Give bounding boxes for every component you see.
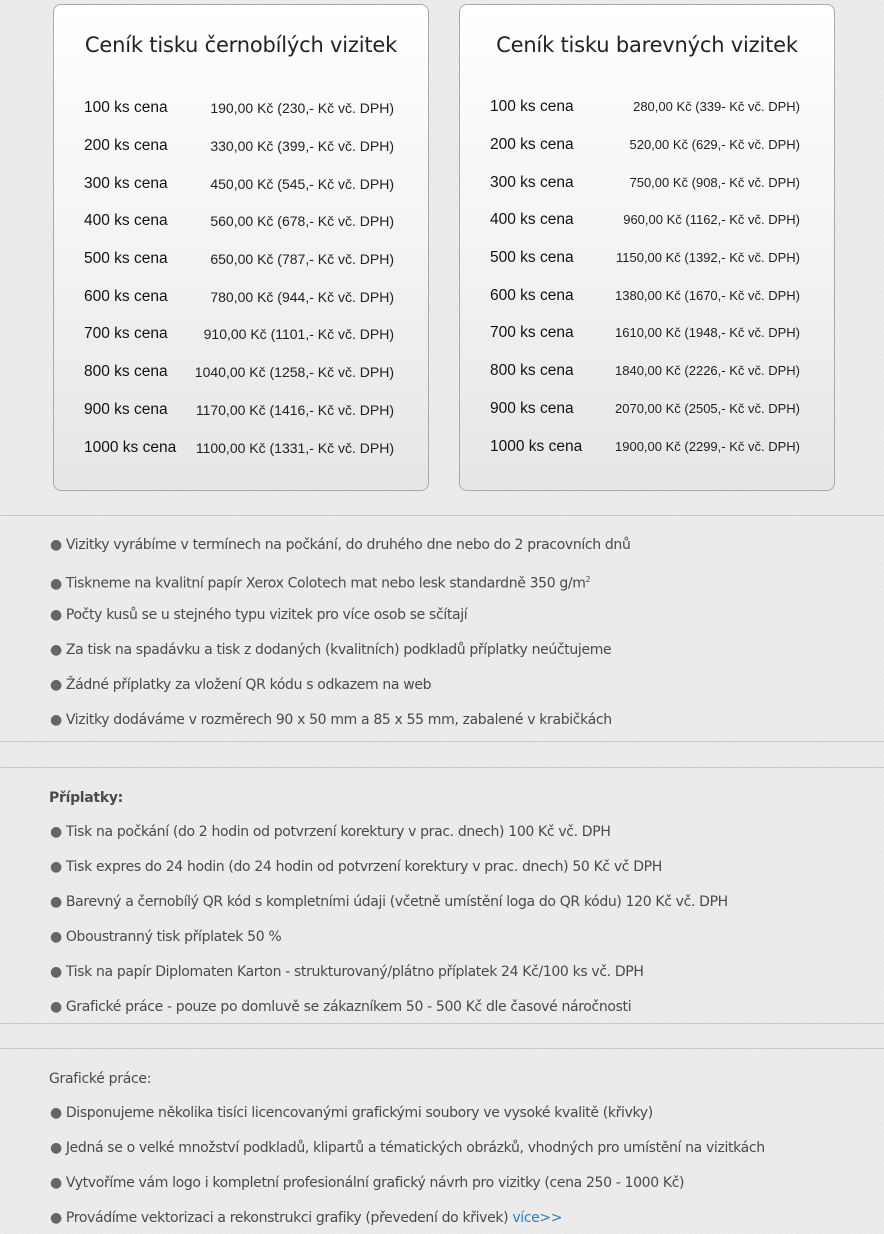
more-link[interactable]: více>> — [512, 1210, 563, 1226]
graphics-item-text: Vytvoříme vám logo i kompletní profesionální grafický návrh pro vizitky (cena 250 - 1000 Kč) — [65, 1175, 685, 1191]
price-amount: 1170,00 Kč (1416,- Kč vč. DPH) — [195, 402, 394, 418]
section-divider — [0, 1048, 884, 1049]
section-divider — [0, 515, 884, 516]
info-item-text: Vizitky dodáváme v rozměrech 90 x 50 mm a 85 x 55 mm, zabalené v krabičkách — [65, 712, 612, 728]
bullet-icon: ● — [50, 575, 62, 592]
surcharge-item — [50, 857, 662, 877]
bullet-icon: ● — [50, 894, 62, 910]
graphics-item — [50, 1138, 765, 1158]
bw-price-box — [53, 4, 429, 491]
info-item-text: Za tisk na spadávku a tisk z dodaných (kvalitních) podkladů příplatky neúčtujeme — [65, 642, 612, 658]
price-amount: 1610,00 Kč (1948,- Kč vč. DPH) — [615, 325, 800, 340]
graphics-heading: Grafické práce: — [49, 1071, 152, 1087]
price-qty: 300 ks cena — [490, 174, 574, 191]
price-amount: 650,00 Kč (787,- Kč vč. DPH) — [210, 251, 394, 267]
bullet-icon: ● — [50, 607, 62, 623]
section-divider — [0, 1023, 884, 1024]
price-row — [84, 134, 394, 158]
price-row — [84, 96, 394, 120]
surcharge-item-text: Tisk na počkání (do 2 hodin od potvrzení korektury v prac. dnech) 100 Kč vč. DPH — [65, 824, 611, 840]
price-row — [490, 435, 800, 459]
price-row — [490, 208, 800, 232]
graphics-item-text: Jedná se o velké množství podkladů, klipartů a tématických obrázků, vhodných pro umístění na vizitkách — [65, 1140, 765, 1156]
price-row — [490, 359, 800, 383]
price-qty: 700 ks cena — [490, 324, 574, 341]
bullet-icon: ● — [50, 1105, 62, 1121]
color-price-box — [459, 4, 835, 491]
section-divider — [0, 741, 884, 742]
surcharge-item-text: Oboustranný tisk příplatek 50 % — [65, 929, 282, 945]
price-row — [84, 247, 394, 271]
price-row — [84, 436, 394, 460]
bullet-icon: ● — [50, 677, 62, 693]
bullet-icon: ● — [50, 1175, 62, 1191]
price-qty: 300 ks cena — [84, 175, 168, 192]
surcharge-item-text: Tisk na papír Diplomaten Karton - strukturovaný/plátno příplatek 24 Kč/100 ks vč. DPH — [65, 964, 644, 980]
price-qty: 600 ks cena — [84, 288, 168, 305]
bullet-icon: ● — [50, 859, 62, 875]
bw-price-title: Ceník tisku černobílých vizitek — [84, 33, 398, 57]
bullet-icon: ● — [50, 824, 62, 840]
price-row — [84, 209, 394, 233]
graphics-item — [50, 1208, 562, 1228]
info-item-text: Vizitky vyrábíme v termínech na počkání, do druhého dne nebo do 2 pracovních dnů — [65, 537, 631, 553]
price-amount: 1040,00 Kč (1258,- Kč vč. DPH) — [194, 364, 394, 380]
price-amount: 1900,00 Kč (2299,- Kč vč. DPH) — [615, 439, 800, 454]
price-amount: 2070,00 Kč (2505,- Kč vč. DPH) — [615, 401, 800, 416]
bullet-icon: ● — [50, 964, 62, 980]
price-amount: 280,00 Kč (339- Kč vč. DPH) — [633, 99, 800, 114]
price-row — [490, 171, 800, 195]
info-item — [50, 570, 590, 594]
price-qty: 1000 ks cena — [84, 439, 177, 456]
price-amount: 960,00 Kč (1162,- Kč vč. DPH) — [623, 212, 800, 227]
price-row — [490, 284, 800, 308]
price-amount: 190,00 Kč (230,- Kč vč. DPH) — [210, 100, 394, 116]
price-row — [84, 285, 394, 309]
price-amount: 1150,00 Kč (1392,- Kč vč. DPH) — [615, 250, 800, 265]
price-qty: 400 ks cena — [490, 211, 574, 228]
price-qty: 800 ks cena — [84, 363, 168, 380]
info-item — [50, 675, 431, 695]
surcharges-heading: Příplatky: — [49, 790, 123, 806]
bullet-icon: ● — [50, 1210, 62, 1226]
surcharge-item — [50, 962, 644, 982]
price-amount: 330,00 Kč (399,- Kč vč. DPH) — [210, 138, 394, 154]
surcharge-item-text: Grafické práce - pouze po domluvě se zákazníkem 50 - 500 Kč dle časové náročnosti — [65, 999, 632, 1015]
price-qty: 200 ks cena — [84, 137, 168, 154]
graphics-item — [50, 1173, 684, 1193]
info-item — [50, 640, 611, 660]
price-qty: 900 ks cena — [490, 400, 574, 417]
bullet-icon: ● — [50, 1140, 62, 1156]
bullet-icon: ● — [50, 999, 62, 1015]
price-amount: 750,00 Kč (908,- Kč vč. DPH) — [629, 175, 800, 190]
price-amount: 1840,00 Kč (2226,- Kč vč. DPH) — [615, 363, 800, 378]
price-row — [490, 133, 800, 157]
surcharge-item-text: Tisk expres do 24 hodin (do 24 hodin od potvrzení korektury v prac. dnech) 50 Kč vč DPH — [65, 859, 662, 875]
info-item-text: Počty kusů se u stejného typu vizitek pro více osob se sčítají — [65, 607, 468, 623]
price-row — [490, 95, 800, 119]
bullet-icon: ● — [50, 929, 62, 945]
unit-superscript: 2 — [585, 575, 591, 584]
info-item-text: Žádné příplatky za vložení QR kódu s odkazem na web — [65, 677, 432, 693]
info-item — [50, 535, 630, 555]
price-qty: 600 ks cena — [490, 287, 574, 304]
price-qty: 400 ks cena — [84, 212, 168, 229]
price-qty: 700 ks cena — [84, 325, 168, 342]
price-amount: 520,00 Kč (629,- Kč vč. DPH) — [629, 137, 800, 152]
info-item-text: Tiskneme na kvalitní papír Xerox Colotech mat nebo lesk standardně 350 g/m — [65, 575, 586, 592]
graphics-item-text: Disponujeme několika tisíci licencovanými grafickými soubory ve vysoké kvalitě (křivky) — [65, 1105, 653, 1121]
bullet-icon: ● — [50, 642, 62, 658]
price-row — [84, 360, 394, 384]
graphics-item — [50, 1103, 653, 1123]
bullet-icon: ● — [50, 537, 62, 553]
section-divider — [0, 767, 884, 768]
surcharge-item — [50, 927, 281, 947]
color-price-title: Ceník tisku barevných vizitek — [496, 33, 798, 57]
price-qty: 900 ks cena — [84, 401, 168, 418]
info-item — [50, 605, 467, 625]
price-row — [84, 322, 394, 346]
price-qty: 100 ks cena — [84, 99, 168, 116]
price-qty: 800 ks cena — [490, 362, 574, 379]
bullet-icon: ● — [50, 712, 62, 728]
surcharge-item — [50, 892, 728, 912]
price-amount: 560,00 Kč (678,- Kč vč. DPH) — [210, 213, 394, 229]
price-row — [84, 398, 394, 422]
price-amount: 1100,00 Kč (1331,- Kč vč. DPH) — [195, 440, 394, 456]
price-row — [84, 172, 394, 196]
surcharge-item-text: Barevný a černobílý QR kód s kompletními údaji (včetně umístění loga do QR kódu) 120 Kč vč. DPH — [65, 894, 728, 910]
info-item — [50, 710, 612, 730]
graphics-item-text: Provádíme vektorizaci a rekonstrukci grafiky (převedení do křivek) — [65, 1210, 509, 1226]
price-amount: 780,00 Kč (944,- Kč vč. DPH) — [210, 289, 394, 305]
price-qty: 200 ks cena — [490, 136, 574, 153]
price-qty: 500 ks cena — [84, 250, 168, 267]
price-qty: 500 ks cena — [490, 249, 574, 266]
price-amount: 450,00 Kč (545,- Kč vč. DPH) — [210, 176, 394, 192]
price-row — [490, 246, 800, 270]
price-qty: 100 ks cena — [490, 98, 574, 115]
price-row — [490, 321, 800, 345]
price-row — [490, 397, 800, 421]
surcharge-item — [50, 822, 611, 842]
price-qty: 1000 ks cena — [490, 438, 583, 455]
surcharge-item — [50, 997, 631, 1017]
price-amount: 910,00 Kč (1101,- Kč vč. DPH) — [203, 326, 394, 342]
price-amount: 1380,00 Kč (1670,- Kč vč. DPH) — [615, 288, 800, 303]
